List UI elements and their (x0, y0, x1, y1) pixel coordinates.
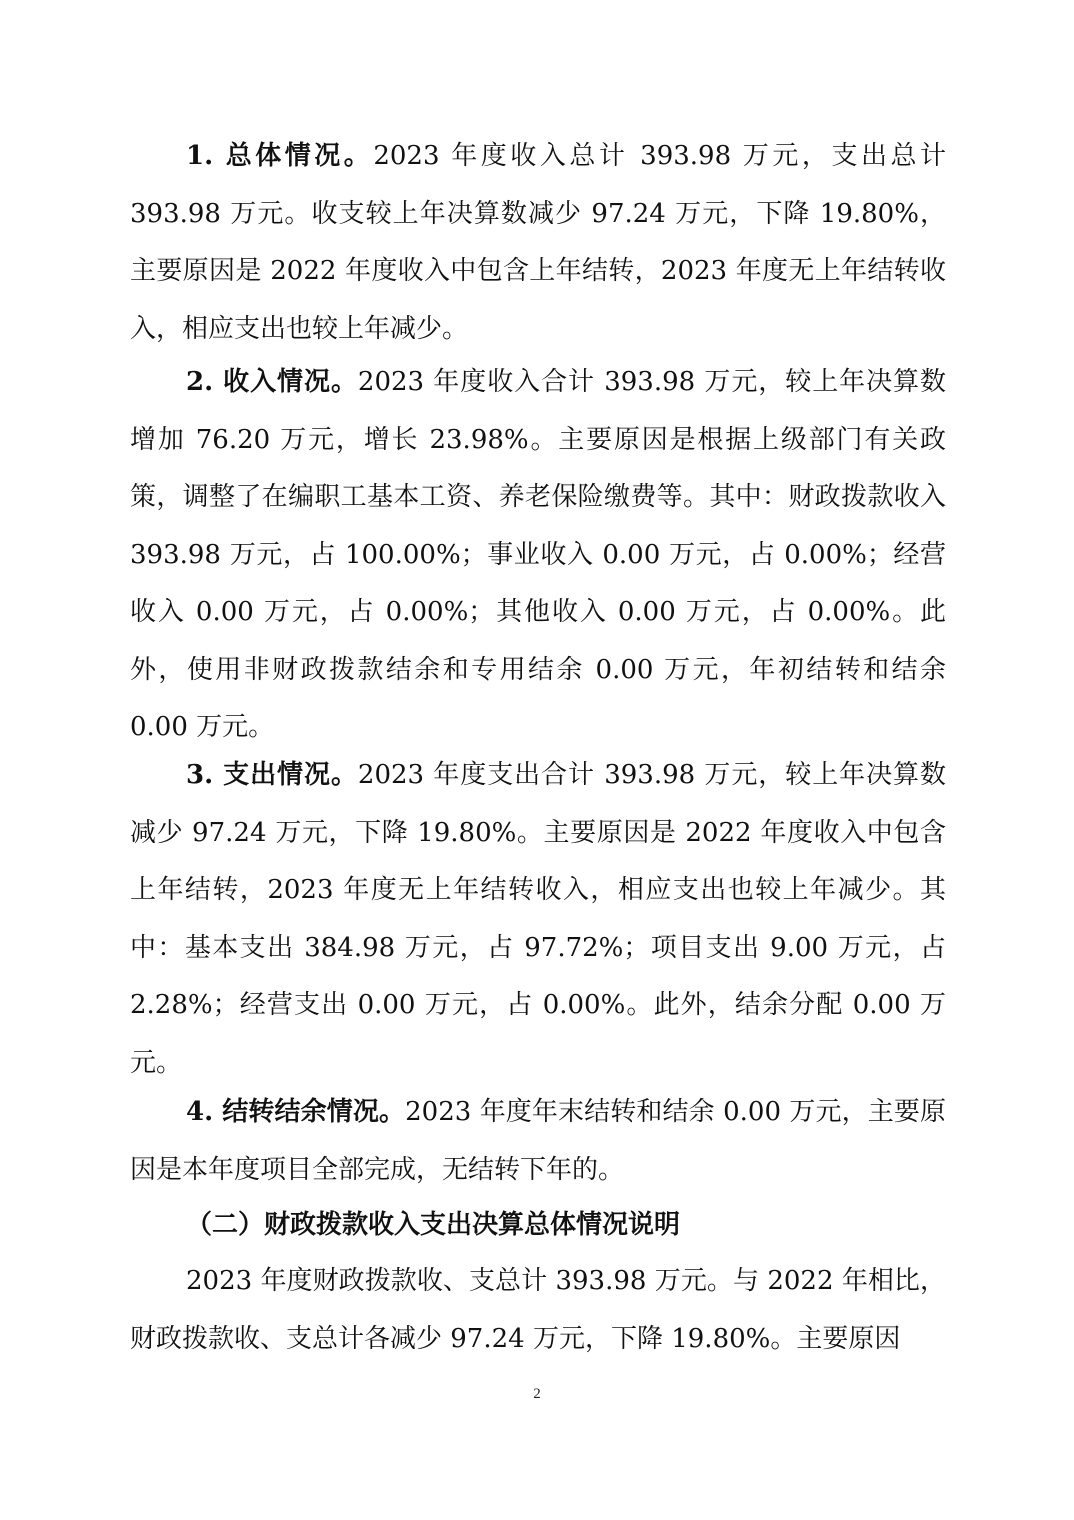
section-lead-carryover: 4. 结转结余情况。 (186, 1097, 406, 1127)
paragraph-overall (130, 128, 946, 358)
paragraph-expenditure (130, 747, 946, 1092)
section-heading: （二）财政拨款收入支出决算总体情况说明 (186, 1210, 681, 1240)
page-number: 2 (533, 1386, 541, 1402)
section-body-expenditure: 2023 年度支出合计 393.98 万元，较上年决算数减少 97.24 万元，下降 19.80%。主要原因是 2022 年度收入中包含上年结转，2023 年度无上年结转收入，相应支出也较上年减少。其中：基本支出 384.98 万元，占 97.72%；项目支出 9.00 万元，占 2.28%；经营支出 0.00 万元，占 0.00%。此外，结余分配 0.00 万元。 (130, 760, 947, 1078)
section-body-income: 2023 年度收入合计 393.98 万元，较上年决算数增加 76.20 万元，增长 23.98%。主要原因是根据上级部门有关政策，调整了在编职工基本工资、养老保险缴费等。其中：财政拨款收入 393.98 万元，占 100.00%；事业收入 0.00 万元，占 0.00%；经营收入 0.00 万元，占 0.00%；其他收入 0.00 万元，占 0.00%。此外，使用非财政拨款结余和专用结余 0.00 万元，年初结转和结余 0.00 万元。 (130, 367, 947, 742)
section-lead-income: 2. 收入情况。 (186, 367, 358, 397)
section-body-carryover: 2023 年度年末结转和结余 0.00 万元，主要原因是本年度项目全部完成，无结转下年的。 (130, 1097, 946, 1185)
section-lead-expenditure: 3. 支出情况。 (186, 760, 358, 790)
paragraph-fiscal-summary: 2023 年度财政拨款收、支总计 393.98 万元。与 2022 年相比，财政拨款收、支总计各减少 97.24 万元，下降 19.80%。主要原因 (130, 1266, 946, 1354)
paragraph-carryover (130, 1084, 946, 1199)
section-body-overall: 2023 年度收入总计 393.98 万元，支出总计 393.98 万元。收支较上年决算数减少 97.24 万元，下降 19.80%，主要原因是 2022 年度收入中包含上年结转，2023 年度无上年结转收入，相应支出也较上年减少。 (130, 141, 947, 344)
section-lead-overall: 1. 总体情况。 (186, 141, 374, 171)
paragraph-income (130, 354, 946, 757)
